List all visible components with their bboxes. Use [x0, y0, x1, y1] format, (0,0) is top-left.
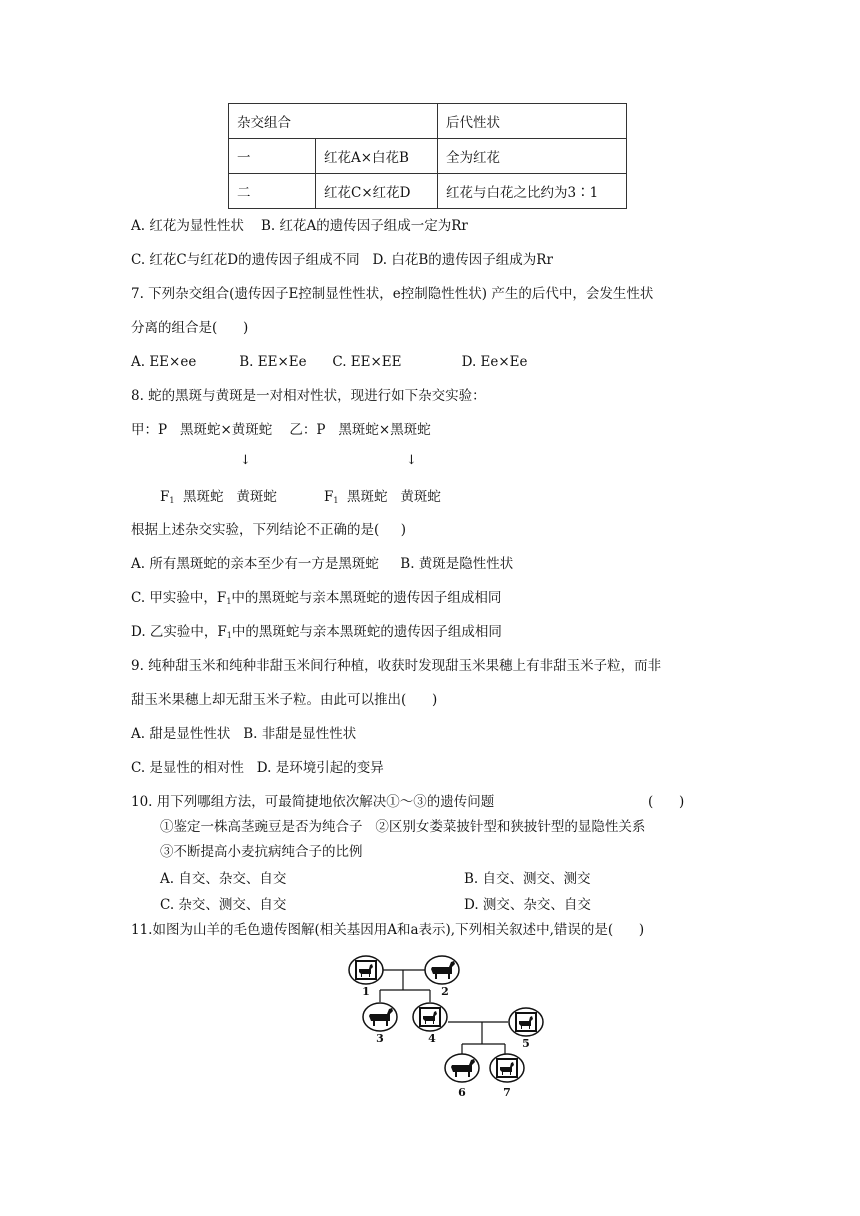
q8-offspring-jia: $F_1$ 黑斑蛇 黄斑蛇: [160, 489, 277, 505]
pedigree-label-1: 1: [362, 985, 370, 998]
pedigree-individual-7: [490, 1054, 524, 1082]
q11-stem: 11.如图为山羊的毛色遗传图解(相关基因用A和a表示),下列相关叙述中,错误的是( ): [131, 922, 645, 938]
q7-options: A. EE×ee B. EE×Ee C. EE×EE D. Ee×Ee: [131, 354, 528, 370]
pedigree-individual-2: [425, 956, 459, 984]
table-cell: 红花与白花之比约为3∶1: [438, 174, 627, 209]
q9-stem-line2: 甜玉米果穗上却无甜玉米子粒。由此可以推出( ): [131, 692, 438, 708]
goat-pedigree-diagram: [340, 950, 560, 1100]
pedigree-label-7: 7: [503, 1086, 511, 1099]
table-cell: 一: [229, 139, 316, 174]
q10-items-1-2: ①鉴定一株高茎豌豆是否为纯合子 ②区别女娄菜披针型和狭披针型的显隐性关系: [160, 819, 646, 835]
table-header-offspring: 后代性状: [438, 104, 627, 139]
pedigree-label-6: 6: [458, 1086, 466, 1099]
pedigree-label-4: 4: [428, 1032, 436, 1045]
q9-options-cd: C. 是显性的相对性 D. 是环境引起的变异: [131, 760, 384, 776]
q10-option-a: A. 自交、杂交、自交: [160, 871, 287, 887]
q10-item-3: ③不断提高小麦抗病纯合子的比例: [160, 844, 363, 860]
q10-option-b: B. 自交、测交、测交: [464, 871, 591, 887]
pedigree-individual-1: [349, 956, 383, 984]
q10-option-c: C. 杂交、测交、自交: [160, 897, 287, 913]
q10-stem: 10. 用下列哪组方法，可最简捷地依次解决①～③的遗传问题: [131, 794, 495, 810]
table-cell: 二: [229, 174, 316, 209]
table-row: [229, 139, 627, 174]
table-cell: 红花A×白花B: [316, 139, 438, 174]
q8-offspring-yi: $F_1$ 黑斑蛇 黄斑蛇: [324, 489, 441, 505]
pedigree-label-2: 2: [441, 985, 449, 998]
cross-table: [228, 103, 627, 209]
q8-question: 根据上述杂交实验，下列结论不正确的是( ): [131, 522, 406, 538]
q8-crosses: 甲：P 黑斑蛇×黄斑蛇 乙：P 黑斑蛇×黑斑蛇: [131, 422, 431, 438]
table-row: [229, 174, 627, 209]
q10-option-d: D. 测交、杂交、自交: [464, 897, 591, 913]
table-row: [229, 104, 627, 139]
pedigree-individual-6: [445, 1054, 479, 1082]
q6-options-cd: C. 红花C与红花D的遗传因子组成不同 D. 白花B的遗传因子组成为Rr: [131, 252, 553, 268]
q8-options-ab: A. 所有黑斑蛇的亲本至少有一方是黑斑蛇 B. 黄斑是隐性性状: [131, 556, 514, 572]
pedigree-individual-3: [363, 1003, 397, 1031]
q10-answer-paren: ( ): [648, 794, 685, 810]
table-cell: 红花C×红花D: [316, 174, 438, 209]
q9-options-ab: A. 甜是显性性状 B. 非甜是显性性状: [131, 726, 357, 742]
q9-stem-line1: 9. 纯种甜玉米和纯种非甜玉米间行种植，收获时发现甜玉米果穗上有非甜玉米子粒，而非: [131, 658, 662, 674]
down-arrow-icon: ↓: [240, 453, 251, 468]
down-arrow-icon: ↓: [406, 453, 417, 468]
table-cell: 全为红花: [438, 139, 627, 174]
q6-options-ab: A. 红花为显性性状 B. 红花A的遗传因子组成一定为Rr: [131, 218, 468, 234]
q7-stem-line2: 分离的组合是( ): [131, 320, 249, 336]
q8-option-d: D. 乙实验中，$F_1$中的黑斑蛇与亲本黑斑蛇的遗传因子组成相同: [131, 624, 502, 640]
pedigree-individual-5: [509, 1008, 543, 1036]
pedigree-label-3: 3: [376, 1032, 384, 1045]
pedigree-individual-4: [413, 1003, 447, 1031]
q8-stem: 8. 蛇的黑斑与黄斑是一对相对性状，现进行如下杂交实验：: [131, 388, 486, 404]
q7-stem-line1: 7. 下列杂交组合(遗传因子E控制显性性状，e控制隐性性状) 产生的后代中，会发生性状: [131, 286, 654, 302]
pedigree-label-5: 5: [522, 1037, 530, 1050]
table-header-cross: 杂交组合: [229, 104, 438, 139]
q8-option-c: C. 甲实验中，$F_1$中的黑斑蛇与亲本黑斑蛇的遗传因子组成相同: [131, 590, 502, 606]
